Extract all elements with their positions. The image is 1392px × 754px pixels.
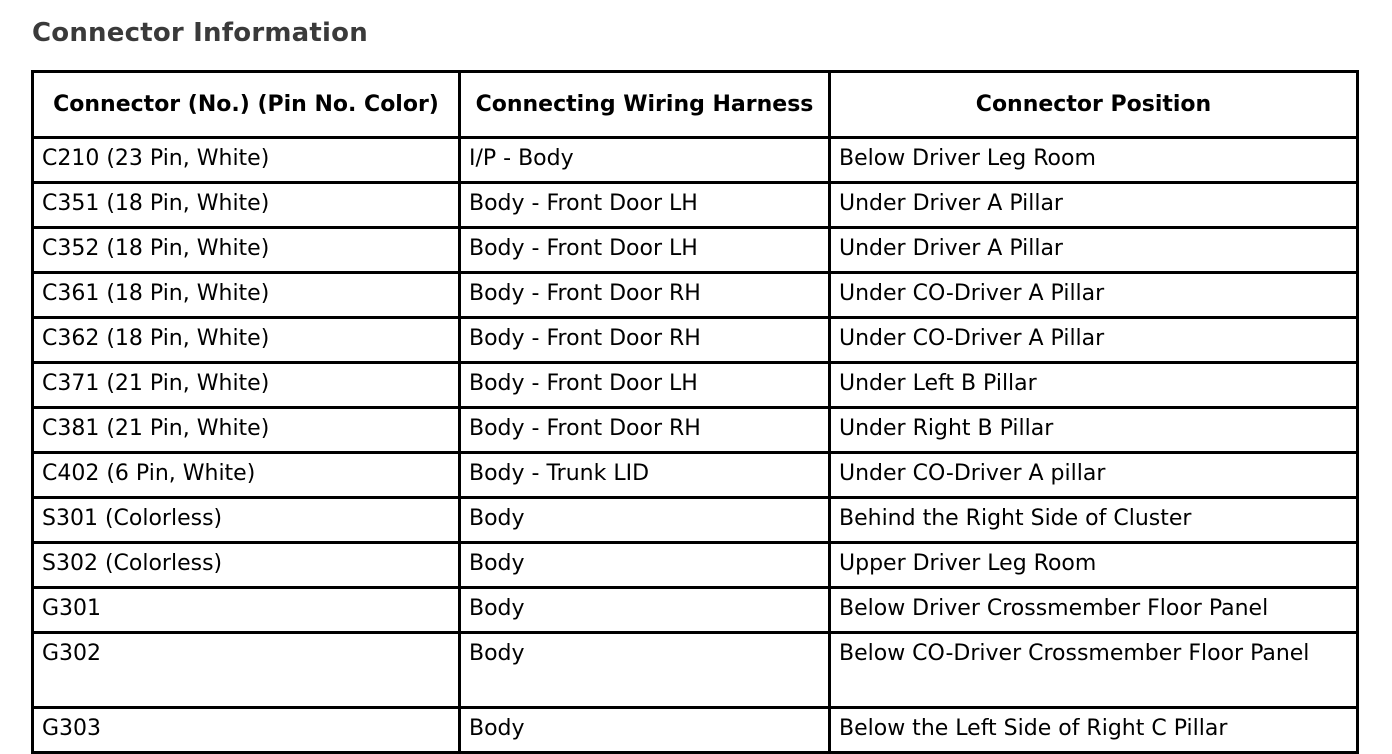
header-harness: Connecting Wiring Harness: [460, 72, 830, 138]
cell-position: Under Driver A Pillar: [830, 228, 1358, 273]
cell-position: Below the Left Side of Right C Pillar: [830, 708, 1358, 753]
cell-position: Under Left B Pillar: [830, 363, 1358, 408]
cell-connector: S302 (Colorless): [33, 543, 460, 588]
connector-table: [31, 70, 1359, 754]
table-row: [33, 363, 1358, 408]
cell-connector: C362 (18 Pin, White): [33, 318, 460, 363]
table-row: [33, 408, 1358, 453]
cell-harness: I/P - Body: [460, 138, 830, 183]
table-row: [33, 588, 1358, 633]
cell-connector: C352 (18 Pin, White): [33, 228, 460, 273]
cell-harness: Body - Front Door LH: [460, 183, 830, 228]
table-row: [33, 273, 1358, 318]
cell-harness: Body - Front Door RH: [460, 318, 830, 363]
header-row: [33, 72, 1358, 138]
header-connector: Connector (No.) (Pin No. Color): [33, 72, 460, 138]
table-row: [33, 633, 1358, 708]
cell-position: Under CO-Driver A pillar: [830, 453, 1358, 498]
table-row: [33, 318, 1358, 363]
cell-connector: C361 (18 Pin, White): [33, 273, 460, 318]
cell-position: Below Driver Leg Room: [830, 138, 1358, 183]
cell-position: Under Right B Pillar: [830, 408, 1358, 453]
cell-harness: Body: [460, 633, 830, 708]
cell-connector: G303: [33, 708, 460, 753]
table-row: [33, 708, 1358, 753]
cell-connector: S301 (Colorless): [33, 498, 460, 543]
cell-harness: Body - Front Door RH: [460, 408, 830, 453]
cell-position: Upper Driver Leg Room: [830, 543, 1358, 588]
cell-position: Below Driver Crossmember Floor Panel: [830, 588, 1358, 633]
cell-harness: Body: [460, 498, 830, 543]
table-row: [33, 453, 1358, 498]
cell-position: Under CO-Driver A Pillar: [830, 273, 1358, 318]
cell-position: Under Driver A Pillar: [830, 183, 1358, 228]
cell-harness: Body - Front Door RH: [460, 273, 830, 318]
page-title: Connector Information: [32, 18, 368, 48]
cell-connector: C210 (23 Pin, White): [33, 138, 460, 183]
table-row: [33, 183, 1358, 228]
cell-harness: Body - Trunk LID: [460, 453, 830, 498]
cell-connector: G301: [33, 588, 460, 633]
cell-harness: Body: [460, 588, 830, 633]
cell-connector: C402 (6 Pin, White): [33, 453, 460, 498]
cell-harness: Body - Front Door LH: [460, 228, 830, 273]
table-row: [33, 138, 1358, 183]
cell-harness: Body: [460, 708, 830, 753]
cell-harness: Body: [460, 543, 830, 588]
cell-harness: Body - Front Door LH: [460, 363, 830, 408]
cell-connector: C381 (21 Pin, White): [33, 408, 460, 453]
cell-connector: C371 (21 Pin, White): [33, 363, 460, 408]
cell-position: Behind the Right Side of Cluster: [830, 498, 1358, 543]
cell-connector: G302: [33, 633, 460, 708]
cell-position: Under CO-Driver A Pillar: [830, 318, 1358, 363]
cell-connector: C351 (18 Pin, White): [33, 183, 460, 228]
table-row: [33, 543, 1358, 588]
header-position: Connector Position: [830, 72, 1358, 138]
cell-position: Below CO-Driver Crossmember Floor Panel: [830, 633, 1358, 708]
table-row: [33, 228, 1358, 273]
table-row: [33, 498, 1358, 543]
